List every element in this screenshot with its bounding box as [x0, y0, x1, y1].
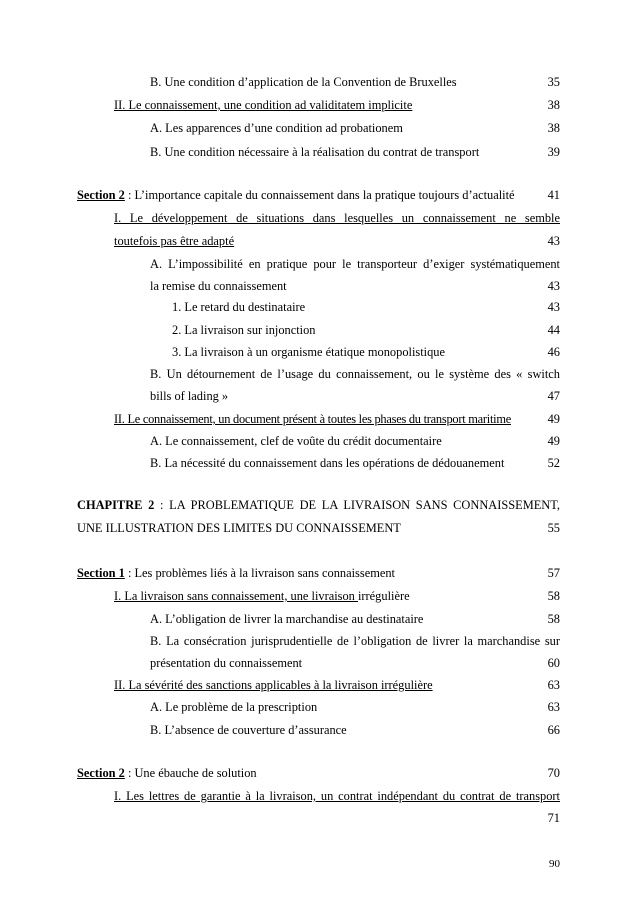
toc-page: 63	[547, 678, 560, 692]
toc-page: 57	[547, 566, 560, 580]
toc-page: 38	[547, 121, 560, 135]
toc-page: 35	[547, 75, 560, 89]
toc-page: 58	[547, 612, 560, 626]
toc-page: 66	[547, 723, 560, 737]
toc-page: 49	[547, 412, 560, 426]
toc-entry-cont: bills of lading »	[150, 389, 229, 403]
chapter-heading-cont: UNE ILLUSTRATION DES LIMITES DU CONNAISSEMENT	[77, 521, 401, 535]
toc-entry-cont: toutefois pas être adapté	[114, 234, 235, 248]
toc-entry: B. Un détournement de l’usage du connaissement, ou le système des « switch	[150, 367, 560, 381]
toc-page: 58	[547, 589, 560, 603]
toc-page: 71	[547, 811, 560, 825]
toc-entry: II. Le connaissement, une condition ad validitatem implicite	[114, 98, 413, 112]
toc-page: 43	[547, 279, 560, 293]
toc-entry: II. Le connaissement, un document présent à toutes les phases du transport maritime	[114, 412, 511, 426]
toc-page: 70	[547, 766, 560, 780]
toc-entry: B. Une condition d’application de la Convention de Bruxelles	[150, 75, 457, 89]
toc-page: 49	[547, 434, 560, 448]
toc-page: 55	[547, 521, 560, 535]
toc-entry: 1. Le retard du destinataire	[172, 300, 306, 314]
toc-entry: I. Les lettres de garantie à la livraison, un contrat indépendant du contrat de transport	[114, 789, 560, 803]
toc-entry: A. Les apparences d’une condition ad probationem	[150, 121, 403, 135]
toc-page: 47	[547, 389, 560, 403]
toc-entry: I. La livraison sans connaissement, une livraison irrégulière	[114, 589, 410, 603]
toc-entry: 2. La livraison sur injonction	[172, 323, 316, 337]
toc-page: 41	[547, 188, 560, 202]
toc-page: 52	[547, 456, 560, 470]
toc-entry: A. L’impossibilité en pratique pour le transporteur d’exiger systématiquement	[150, 257, 560, 271]
toc-entry: B. La consécration jurisprudentielle de l’obligation de livrer la marchandise sur	[150, 634, 560, 648]
section-heading: Section 1 : Les problèmes liés à la livraison sans connaissement	[77, 566, 395, 580]
toc-page: 63	[547, 700, 560, 714]
section-heading: Section 2 : Une ébauche de solution	[77, 766, 257, 780]
toc-page: 38	[547, 98, 560, 112]
toc-entry: A. L’obligation de livrer la marchandise au destinataire	[150, 612, 424, 626]
toc-entry-cont: la remise du connaissement	[150, 279, 287, 293]
toc-entry: A. Le connaissement, clef de voûte du crédit documentaire	[150, 434, 442, 448]
toc-page: 39	[547, 145, 560, 159]
toc-page: 43	[547, 300, 560, 314]
toc-page: 60	[547, 656, 560, 670]
toc-page: 43	[547, 234, 560, 248]
toc-page: 44	[547, 323, 560, 337]
toc-entry-cont: présentation du connaissement	[150, 656, 303, 670]
toc-entry: 3. La livraison à un organisme étatique monopolistique	[172, 345, 445, 359]
toc-entry: I. Le développement de situations dans lesquelles un connaissement ne semble	[114, 211, 560, 225]
toc-entry: A. Le problème de la prescription	[150, 700, 318, 714]
toc-entry: II. La sévérité des sanctions applicables à la livraison irrégulière	[114, 678, 433, 692]
toc-page: 46	[547, 345, 560, 359]
chapter-heading: CHAPITRE 2 : LA PROBLEMATIQUE DE LA LIVRAISON SANS CONNAISSEMENT,	[77, 498, 560, 512]
toc-entry: B. Une condition nécessaire à la réalisation du contrat de transport	[150, 145, 480, 159]
page-number: 90	[549, 858, 560, 870]
toc-entry: B. La nécessité du connaissement dans les opérations de dédouanement	[150, 456, 505, 470]
section-heading: Section 2 : L’importance capitale du connaissement dans la pratique toujours d’actualité	[77, 188, 515, 202]
toc-entry: B. L’absence de couverture d’assurance	[150, 723, 347, 737]
